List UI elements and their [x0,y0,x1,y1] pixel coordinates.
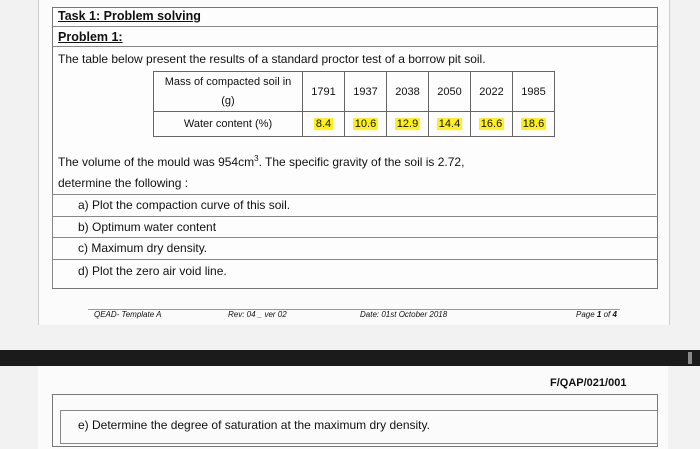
water-value: 8.4 [315,118,332,130]
list-item-a: a) Plot the compaction curve of this soil. [78,198,291,212]
title-divider [52,26,658,27]
list-item-e: e) Determine the degree of saturation at the maximum dry density. [78,418,430,432]
water-value: 12.9 [396,118,419,130]
list-item-c: c) Maximum dry density. [78,241,208,255]
water-value: 18.6 [522,118,545,130]
page-mid: of [601,310,613,319]
mass-cell: 1937 [345,72,387,112]
volume-suffix: . The specific gravity of the soil is 2.72, [258,155,465,169]
page-total: 4 [612,310,617,319]
water-cell [387,112,429,137]
water-cell [471,112,513,137]
footer-page [576,310,617,319]
proctor-table [153,71,555,137]
mass-unit: (g) [221,94,235,107]
water-cell [429,112,471,137]
footer-date: Date: 01st October 2018 [360,310,448,319]
mass-cell: 1985 [513,72,555,112]
determine-text: determine the following : [58,176,189,190]
volume-text [58,154,464,169]
intro-text: The table below present the results of a standard proctor test of a borrow pit soil. [58,52,486,66]
water-row [154,112,555,137]
mass-label-cell [154,72,303,112]
list-left-line [52,194,53,288]
water-cell [345,112,387,137]
list-item-b: b) Optimum water content [78,220,217,234]
mass-label: Mass of compacted soil in [164,75,292,88]
list-top-line [52,194,656,195]
list-item-d: d) Plot the zero air void line. [78,264,227,278]
volume-prefix: The volume of the mould was 954cm [58,155,255,169]
footer-rev: Rev: 04 _ ver 02 [228,310,287,319]
list-divider [52,216,658,217]
mass-cell: 2050 [429,72,471,112]
problem-title: Problem 1: [58,30,123,44]
mass-row [154,72,555,112]
water-cell [303,112,345,137]
separator-marker [688,352,692,364]
list-divider [52,259,658,260]
water-value: 16.6 [480,118,503,130]
page-number: 1 [596,310,602,319]
mass-cell: 1791 [303,72,345,112]
water-value: 10.6 [354,118,377,130]
mass-cell: 2022 [471,72,513,112]
page-separator [0,350,700,366]
problem-divider [52,46,658,47]
volume-sup: 3 [254,154,259,163]
water-cell [513,112,555,137]
list-divider [52,237,658,238]
water-value: 14.4 [438,118,461,130]
mass-cell: 2038 [387,72,429,112]
document-code: F/QAP/021/001 [550,377,627,389]
footer-template: QEAD- Template A [94,310,162,319]
page-prefix: Page [576,310,597,319]
task-title: Task 1: Problem solving [58,9,201,23]
footer-rule [88,309,620,310]
water-label: Water content (%) [154,112,303,137]
